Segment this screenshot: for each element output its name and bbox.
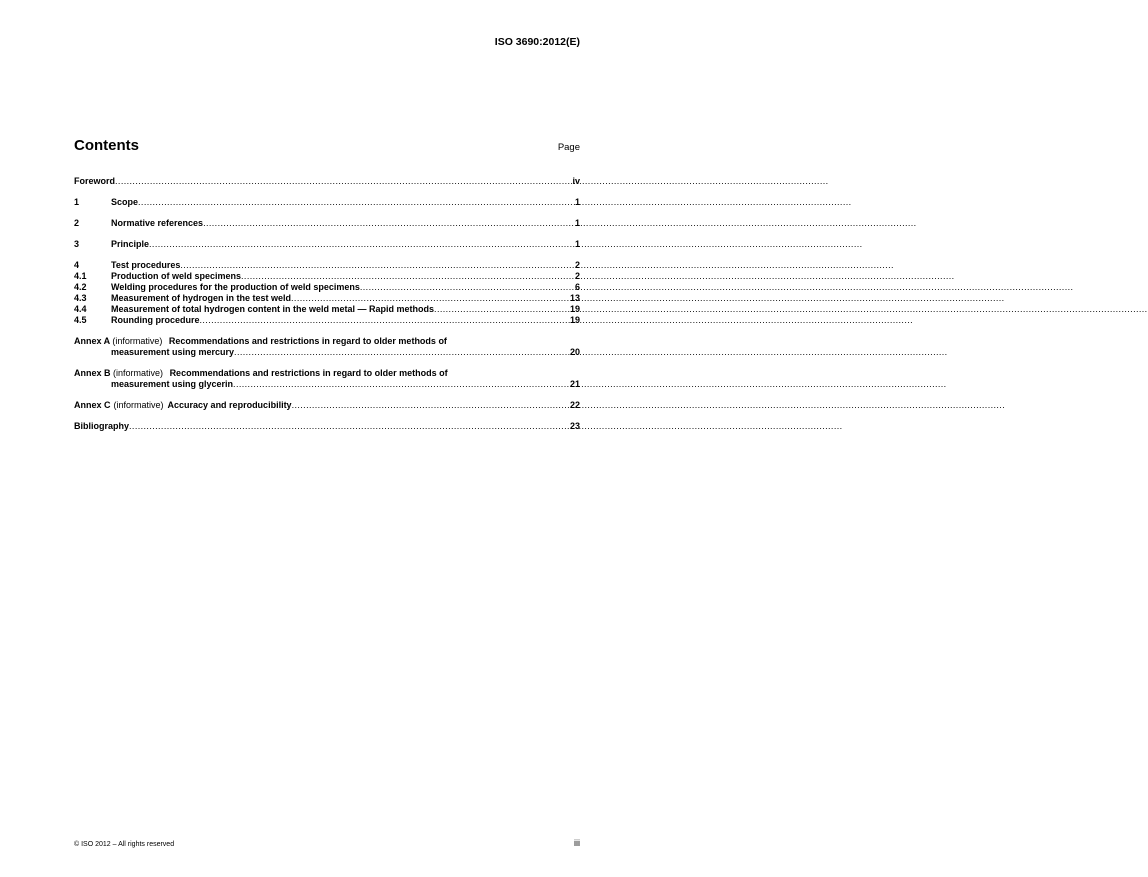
dot-leader xyxy=(115,176,572,187)
annex-name: Annex C xyxy=(74,400,111,410)
toc-entry-title: Scope xyxy=(111,197,139,207)
toc-entry-number: 4.2 xyxy=(74,282,87,292)
toc-entry-annex-b[interactable] xyxy=(74,368,580,390)
toc-entry-measurement-of-hydrogen[interactable] xyxy=(74,293,580,304)
toc-entry-page: 13 xyxy=(569,293,580,303)
dot-leader xyxy=(241,271,575,282)
toc-entry-title: Welding procedures for the production of weld specimens xyxy=(111,282,360,292)
toc-entry-rapid-methods[interactable] xyxy=(74,304,580,315)
toc-entry-page: 19 xyxy=(569,315,580,325)
toc-entry-number: 3 xyxy=(74,239,80,249)
toc-entry-page: 6 xyxy=(574,282,580,292)
toc-entry-number: 4 xyxy=(74,260,80,270)
toc-entry-title: Measurement of total hydrogen content in the weld metal — Rapid methods xyxy=(111,304,435,314)
toc-entry-page: 1 xyxy=(574,239,580,249)
footer-copyright: © ISO 2012 – All rights reserved xyxy=(74,841,175,848)
page-column-label: Page xyxy=(557,142,580,153)
toc-entry-bibliography[interactable] xyxy=(74,421,580,432)
annex-type: (informative) xyxy=(112,336,163,346)
annex-title: Recommendations and restrictions in regard to older methods of xyxy=(168,336,447,346)
toc-entry-number: 4.4 xyxy=(74,304,87,314)
toc-entry-normative-references[interactable] xyxy=(74,218,580,229)
toc-entry-page: 21 xyxy=(569,379,580,389)
toc-entry-page: 23 xyxy=(569,421,580,431)
annex-title-continued: measurement using mercury xyxy=(111,347,235,357)
toc-entry-title: Foreword xyxy=(74,176,116,186)
toc-entry-title: Normative references xyxy=(111,218,204,228)
toc-entry-rounding-procedure[interactable] xyxy=(74,315,580,326)
toc-entry-title: Rounding procedure xyxy=(111,315,200,325)
toc-entry-number: 4.3 xyxy=(74,293,87,303)
annex-type: (informative) xyxy=(113,368,164,378)
annex-name: Annex A xyxy=(74,336,110,346)
toc-entry-title: Test procedures xyxy=(111,260,181,270)
toc-entry-number: 2 xyxy=(74,218,80,228)
toc-entry-page: 1 xyxy=(574,197,580,207)
table-of-contents xyxy=(74,176,580,432)
footer-page-number: iii xyxy=(574,838,580,848)
toc-entry-title: Principle xyxy=(111,239,150,249)
dot-leader xyxy=(149,239,575,250)
dot-leader xyxy=(234,347,570,358)
toc-entry-page: 2 xyxy=(574,260,580,270)
toc-entry-title: Production of weld specimens xyxy=(111,271,242,281)
toc-entry-number: 1 xyxy=(74,197,80,207)
dot-leader xyxy=(180,260,575,271)
toc-entry-annex-a[interactable] xyxy=(74,336,580,358)
dot-leader xyxy=(200,315,570,326)
toc-entry-production-of-weld-specimens[interactable] xyxy=(74,271,580,282)
dot-leader xyxy=(233,379,570,390)
dot-leader xyxy=(434,304,570,315)
dot-leader xyxy=(138,197,575,208)
dot-leader xyxy=(129,421,570,432)
toc-entry-welding-procedures[interactable] xyxy=(74,282,580,293)
toc-entry-page: 19 xyxy=(569,304,580,314)
annex-type: (informative) xyxy=(113,400,164,410)
dot-leader xyxy=(292,400,570,411)
annex-title-continued: measurement using glycerin xyxy=(111,379,234,389)
toc-entry-page: 22 xyxy=(569,400,580,410)
toc-entry-page: 2 xyxy=(574,271,580,281)
toc-entry-title: Measurement of hydrogen in the test weld xyxy=(111,293,292,303)
toc-entry-title: Bibliography xyxy=(74,421,130,431)
dot-leader xyxy=(203,218,575,229)
annex-name: Annex B xyxy=(74,368,111,378)
toc-entry-scope[interactable] xyxy=(74,197,580,208)
toc-entry-foreword[interactable] xyxy=(74,176,580,187)
toc-entry-annex-c[interactable] xyxy=(74,400,580,411)
toc-entry-page: iv xyxy=(572,176,580,186)
toc-entry-number: 4.5 xyxy=(74,315,87,325)
toc-entry-test-procedures[interactable] xyxy=(74,260,580,271)
annex-title: Accuracy and reproducibility xyxy=(167,400,292,410)
toc-entry-page: 20 xyxy=(569,347,580,357)
document-header: ISO 3690:2012(E) xyxy=(494,36,580,48)
annex-title: Recommendations and restrictions in regard to older methods of xyxy=(169,368,448,378)
toc-entry-number: 4.1 xyxy=(74,271,87,281)
contents-title: Contents xyxy=(74,137,139,154)
dot-leader xyxy=(360,282,575,293)
dot-leader xyxy=(291,293,570,304)
toc-entry-page: 1 xyxy=(574,218,580,228)
toc-entry-principle[interactable] xyxy=(74,239,580,250)
